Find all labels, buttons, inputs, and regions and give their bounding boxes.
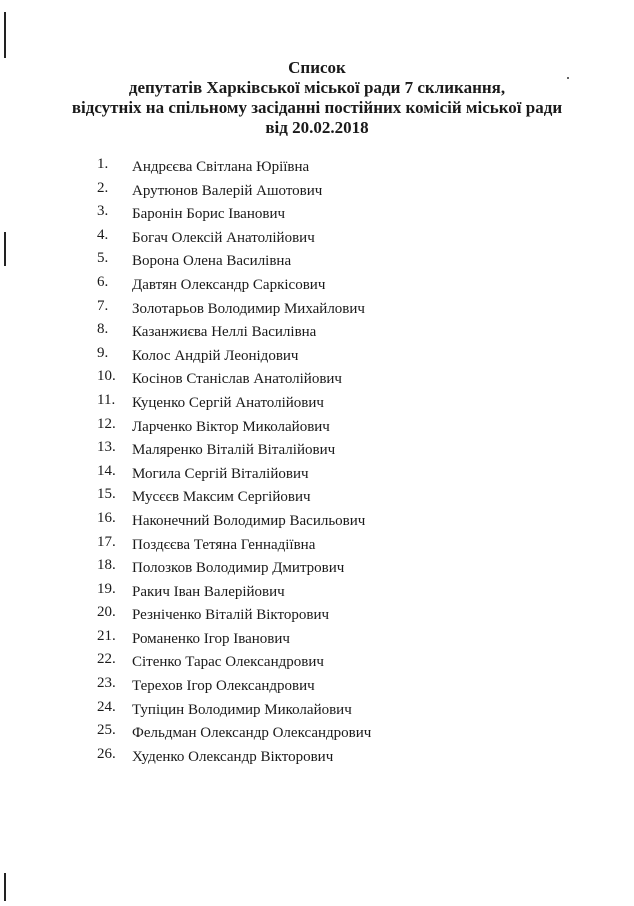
list-item — [0, 227, 634, 251]
list-item-name: Ларченко Віктор Миколайович — [132, 418, 330, 435]
list-item — [0, 203, 634, 227]
list-item-name: Поздєєва Тетяна Геннадіївна — [132, 536, 316, 553]
heading-subtitle: депутатів Харківської міської ради 7 скликання, — [128, 78, 506, 97]
heading-subtitle-continued: відсутніх на спільному засіданні постійних комісій міської ради — [71, 98, 563, 117]
list-item-name: Мусєєв Максим Сергійович — [132, 489, 311, 506]
list-item-name: Ракич Іван Валерійович — [132, 583, 285, 600]
list-item-name: Богач Олексій Анатолійович — [132, 229, 315, 246]
heading-date: від 20.02.2018 — [265, 118, 369, 137]
list-item-name: Золотарьов Володимир Михайлович — [132, 300, 365, 317]
list-item — [0, 534, 634, 558]
list-item-number: 21. — [97, 627, 116, 644]
list-item-name: Давтян Олександр Саркісович — [132, 276, 326, 293]
list-item-name: Полозков Володимир Дмитрович — [132, 560, 345, 577]
list-item-name: Худенко Олександр Вікторович — [132, 748, 334, 765]
list-item-number: 14. — [97, 462, 116, 479]
list-item-number: 11. — [97, 391, 116, 408]
list-item — [0, 439, 634, 463]
list-item — [0, 746, 634, 770]
list-item-number: 8. — [97, 321, 109, 338]
scan-edge-mark — [4, 12, 6, 58]
list-item-number: 5. — [97, 250, 109, 267]
list-item — [0, 557, 634, 581]
list-item — [0, 180, 634, 204]
list-item-number: 13. — [97, 439, 116, 456]
list-item-name: Могила Сергій Віталійович — [132, 465, 309, 482]
list-item — [0, 675, 634, 699]
list-item-number: 18. — [97, 557, 116, 574]
list-item-name: Тупіцин Володимир Миколайович — [132, 701, 352, 718]
list-item-number: 17. — [97, 533, 116, 550]
list-item-name: Сітенко Тарас Олександрович — [132, 654, 324, 671]
list-item-number: 6. — [97, 273, 109, 290]
list-item-name: Арутюнов Валерій Ашотович — [132, 182, 323, 199]
list-item-number: 12. — [97, 415, 116, 432]
list-item — [0, 274, 634, 298]
list-item-name: Колос Андрій Леонідович — [132, 347, 299, 364]
list-item-name: Наконечний Володимир Васильович — [132, 512, 366, 529]
list-item-number: 25. — [97, 722, 116, 739]
list-item — [0, 699, 634, 723]
list-item-number: 1. — [97, 156, 109, 172]
heading-title: Список — [288, 58, 346, 77]
list-item — [0, 722, 634, 746]
list-item — [0, 156, 634, 180]
list-item — [0, 368, 634, 392]
deputy-list — [0, 156, 634, 769]
list-item-number: 23. — [97, 675, 116, 692]
list-item — [0, 298, 634, 322]
list-item-number: 7. — [97, 297, 109, 314]
list-item-name: Андрєєва Світлана Юріївна — [132, 159, 310, 175]
list-item-name: Терехов Ігор Олександрович — [132, 678, 315, 695]
list-item-number: 2. — [97, 179, 109, 196]
list-item — [0, 651, 634, 675]
list-item-number: 3. — [97, 203, 109, 220]
list-item — [0, 392, 634, 416]
list-item-name: Романенко Ігор Іванович — [132, 630, 290, 647]
list-item — [0, 581, 634, 605]
list-item — [0, 463, 634, 487]
list-item — [0, 250, 634, 274]
list-item — [0, 510, 634, 534]
list-item-number: 19. — [97, 580, 116, 597]
list-item — [0, 321, 634, 345]
list-item-number: 4. — [97, 226, 109, 243]
document-heading — [0, 58, 634, 138]
list-item-name: Ворона Олена Василівна — [132, 253, 292, 270]
list-item-name: Баронін Борис Іванович — [132, 206, 286, 223]
list-item-number: 9. — [97, 344, 109, 361]
list-item — [0, 628, 634, 652]
list-item — [0, 604, 634, 628]
list-item-name: Маляренко Віталій Віталійович — [132, 442, 336, 459]
list-item-number: 16. — [97, 509, 116, 526]
list-item-number: 10. — [97, 368, 116, 385]
list-item-number: 20. — [97, 604, 116, 621]
list-item — [0, 486, 634, 510]
list-item-number: 15. — [97, 486, 116, 503]
list-item-name: Фельдман Олександр Олександрович — [132, 725, 372, 742]
list-item — [0, 345, 634, 369]
list-item-name: Резніченко Віталій Вікторович — [132, 607, 330, 624]
scan-edge-mark — [4, 873, 6, 901]
list-item-number: 22. — [97, 651, 116, 668]
list-item-number: 24. — [97, 698, 116, 715]
list-item-name: Косінов Станіслав Анатолійович — [132, 371, 342, 388]
list-item-name: Куценко Сергій Анатолійович — [132, 394, 324, 411]
list-item-number: 26. — [97, 745, 116, 762]
list-item — [0, 416, 634, 440]
list-item-name: Казанжиєва Неллі Василівна — [132, 324, 317, 341]
